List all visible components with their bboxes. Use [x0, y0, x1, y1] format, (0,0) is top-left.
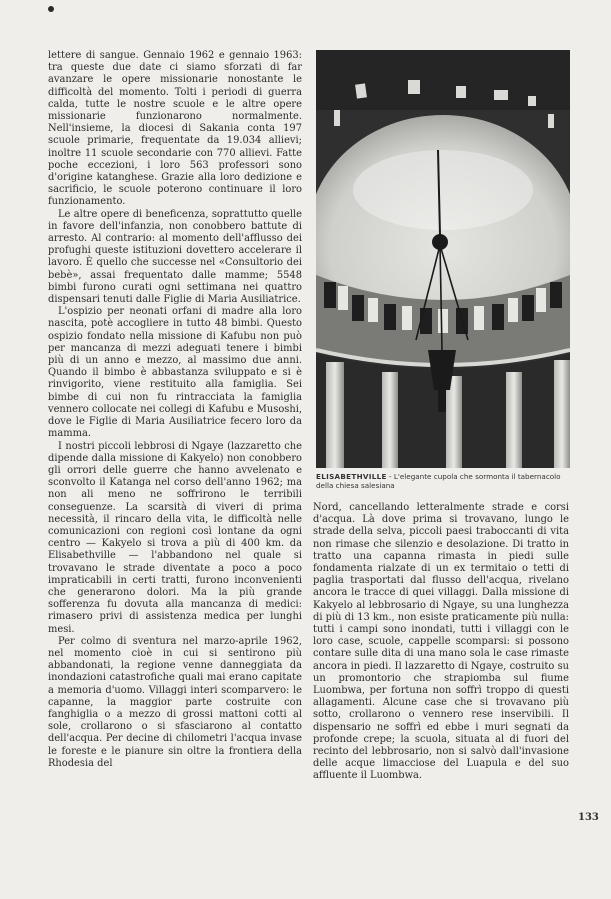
paragraph: Nord, cancellando letteralmente strade e corsi d'acqua. Là dove prima si trovavano, lungo le strade della selva, piccoli paesi traboccanti di vita non rimase che silenzio e desolazione. Di tratto in tratto una capanna rimasta in piedi sulle fondamenta rialzate di un ex termitaio o tetti di paglia trasportati dal flusso dell'acqua, rivelano ancora le tracce di quei villaggi. Dalla missione di Kakyelo al lebbrosario di Ngaye, su una lunghezza di più di 13 km., non esiste praticamente più nulla: tutti i campi sono inondati, tutti i villaggi con le loro case, scuole, cappelle scomparsi: si possono contare sulle dita di una mano sola le case rimaste ancora in piedi. Il lazzaretto di Ngaye, costruito su un promontorio che strapiomba sul fiume Luombwa, per fortuna non soffrì troppo di questi allagamenti. Alcune case che si trovavano più sotto, crollarono o vennero rese inservibili. Il dispensario ne soffrì ed ebbe i muri segnati da profonde crepe; la scuola, situata al di fuori del recinto del lebbrosario, non si salvò dall'invasione delle acque limacciose del Luapula e del suo affluente il Luombwa. — [313, 502, 569, 782]
paragraph: lettere di sangue. Gennaio 1962 e gennaio 1963: tra queste due date ci siamo sforzati di far avanzare le opere missionarie nonostante le difficoltà del momento. Tolti i periodi di guerra calda, tutte le nostre scuole e le altre opere missionarie funzionarono normalmente. Nell'insieme, la diocesi di Sakania conta 197 scuole primarie, frequentate da 19.034 allievi; inoltre 11 scuole secondarie con 770 allievi. Fatte poche eccezioni, i loro 563 professori sono d'origine katanghese. Grazie alla loro dedizione e sacrificio, le scuole poterono continuare il loro funzionamento. — [48, 50, 302, 208]
page-number: 133 — [578, 812, 599, 823]
caption-place: ELISABETHVILLE — [316, 472, 387, 481]
left-text-column — [48, 50, 302, 770]
corner-mark — [48, 6, 54, 12]
dome-photo — [316, 50, 570, 468]
photo-caption — [316, 472, 570, 490]
paragraph: I nostri piccoli lebbrosi di Ngaye (lazzaretto che dipende dalla missione di Kakyelo) non conobbero gli orrori delle guerre che hanno avvelenato e sconvolto il Katanga nel corso dell'anno 1962; ma non ali meno ne soffrirono le terribili conseguenze. La scarsità di viveri di prima necessità, il rincaro della vita, le difficoltà nelle comunicazioni con regioni così lontane da ogni centro — Kakyelo si trova a più di 400 km. da Elisabethville — l'abbandono nel quale si trovavano le strade diventate a poco a poco impraticabili in certi tratti, furono inconvenienti che generarono dolori. Ma la più grande sofferenza fu dovuta alla mancanza di medici: rimasero privi di assistenza medica per lunghi mesi. — [48, 440, 302, 635]
caption-text: - L'elegante cupola che sormonta il tabernacolo della chiesa salesiana — [316, 472, 561, 490]
paragraph: L'ospizio per neonati orfani di madre alla loro nascita, potè accogliere in tutto 48 bimbi. Questo ospizio fondato nella missione di Kafubu non può per mancanza di mezzi adeguati tenere i bimbi più di un anno e mezzo, al massimo due anni. Quando il bimbo è abbastanza sviluppato e si è rinvigorito, viene restituito alla famiglia. Sei bimbe di cui non fu rintracciata la famiglia vennero collocate nei collegi di Kafubu e Musoshi, dove le Figlie di Maria Ausiliatrice fecero loro da mamma. — [48, 306, 302, 440]
paragraph: Per colmo di sventura nel marzo-aprile 1962, nel momento cioè in cui si sentirono più abbandonati, la regione venne danneggiata da inondazioni catastrofiche quali mai erano capitate a memoria d'uomo. Villaggi interi scomparvero: le capanne, la maggior parte costruite con fanghiglia o a mezzo di grossi mattoni cotti al sole, crollarono o si sfasciarono al contatto dell'acqua. Per decine di chilometri l'acqua invase le foreste e le pianure sin oltre la frontiera della Rhodesia del — [48, 635, 302, 769]
right-text-column — [313, 502, 569, 783]
paragraph: Le altre opere di beneficenza, soprattutto quelle in favore dell'infanzia, non conobbero battute di arresto. Al contrario: al momento dell'afflusso dei profughi queste istituzioni dovettero accelerare il lavoro. È quello che successe nel «Consultorio dei bebè», assai frequentato dalle mamme; 5548 bimbi furono curati ogni settimana nei quattro dispensari tenuti dalle Figlie di Maria Ausiliatrice. — [48, 208, 302, 306]
